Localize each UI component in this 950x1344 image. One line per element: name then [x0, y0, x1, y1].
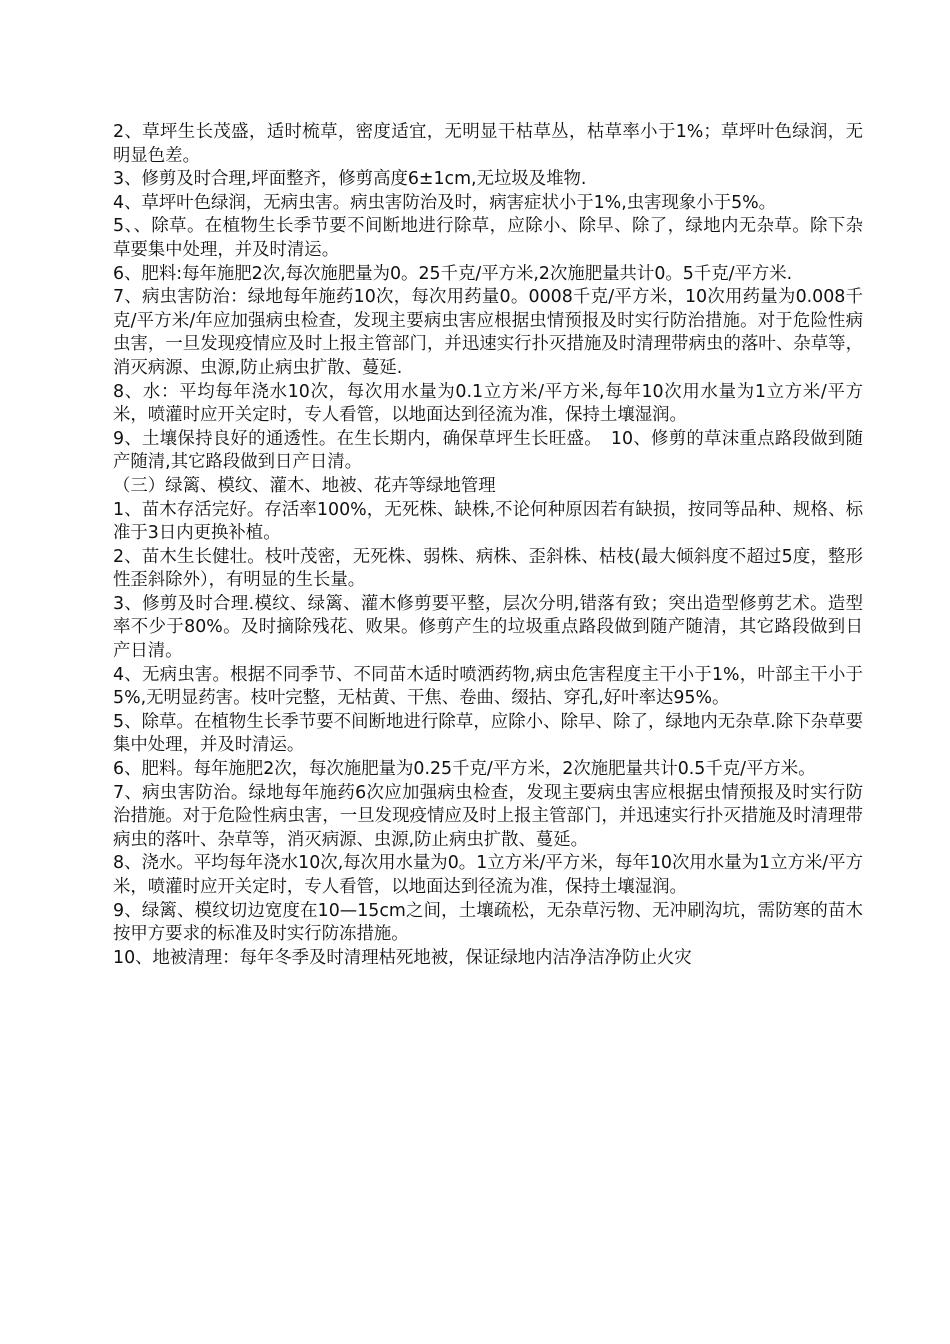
paragraph-shrub-2: 2、苗木生长健壮。枝叶茂密，无死株、弱株、病株、歪斜株、枯枝(最大倾斜度不超过5度，整形性歪斜除外），有明显的生长量。 [113, 546, 863, 591]
paragraph-shrub-9: 9、绿篱、模纹切边宽度在10—15cm之间，土壤疏松，无杂草污物、无冲刷沟坑，需防寒的苗木按甲方要求的标准及时实行防冻措施。 [113, 900, 863, 945]
paragraph-shrub-10: 10、地被清理：每年冬季及时清理枯死地被，保证绿地内洁净洁净防止火灾 [113, 947, 692, 968]
section-heading-3: （三）绿篱、模纹、灌木、地被、花卉等绿地管理 [113, 475, 496, 496]
paragraph-lawn-9-10: 9、土壤保持良好的通透性。在生长期内，确保草坪生长旺盛。 10、修剪的草沫重点路段做到随产随清,其它路段做到日产日清。 [113, 428, 863, 473]
paragraph-lawn-7: 7、病虫害防治：绿地每年施药10次，每次用药量0。0008千克/平方米，10次用药量为0.008千克/平方米/年应加强病虫检查，发现主要病虫害应根据虫情预报及时实行防治措施。对于危险性病虫害，一旦发现疫情应及时上报主管部门，并迅速实行扑灭措施及时清理带病虫的落叶、杂草等，消灭病源、虫源,防止病虫扩散、蔓延. [113, 287, 863, 378]
paragraph-shrub-7: 7、病虫害防治。绿地每年施药6次应加强病虫检查，发现主要病虫害应根据虫情预报及时实行防治措施。对于危险性病虫害，一旦发现疫情应及时上报主管部门，并迅速实行扑灭措施及时清理带病虫的落叶、杂草等，消灭病源、虫源,防止病虫扩散、蔓延。 [113, 782, 863, 850]
paragraph-lawn-3: 3、修剪及时合理,坪面整齐，修剪高度6±1cm,无垃圾及堆物. [113, 169, 587, 190]
document-body [113, 121, 863, 970]
paragraph-shrub-1: 1、苗木存活完好。存活率100%，无死株、缺株,不论何种原因若有缺损，按同等品种、规格、标准于3日内更换补植。 [113, 499, 863, 544]
paragraph-lawn-6: 6、肥料:每年施肥2次,每次施肥量为0。25千克/平方米,2次施肥量共计0。5千克/平方米. [113, 263, 793, 284]
paragraph-shrub-4: 4、无病虫害。根据不同季节、不同苗木适时喷洒药物,病虫危害程度主干小于1%，叶部主干小于5%,无明显药害。枝叶完整，无枯黄、干焦、卷曲、缀拈、穿孔,好叶率达95%。 [113, 664, 863, 709]
paragraph-lawn-5: 5、、除草。在植物生长季节要不间断地进行除草，应除小、除早、除了，绿地内无杂草。除下杂草要集中处理，并及时清运。 [113, 216, 863, 260]
paragraph-lawn-4: 4、草坪叶色绿润，无病虫害。病虫害防治及时，病害症状小于1%,虫害现象小于5%。 [113, 192, 777, 213]
paragraph-lawn-2: 2、草坪生长茂盛，适时梳草，密度适宜，无明显干枯草丛，枯草率小于1%；草坪叶色绿润，无明显色差。 [113, 122, 863, 166]
paragraph-shrub-5: 5、除草。在植物生长季节要不间断地进行除草，应除小、除早、除了，绿地内无杂草.除下杂草要集中处理，并及时清运。 [113, 711, 863, 756]
paragraph-shrub-8: 8、浇水。平均每年浇水10次,每次用水量为0。1立方米/平方米，每年10次用水量为1立方米/平方米，喷灌时应开关定时，专人看管，以地面达到径流为准，保持土壤湿润。 [113, 853, 863, 897]
paragraph-shrub-6: 6、肥料。每年施肥2次，每次施肥量为0.25千克/平方米，2次施肥量共计0.5千克/平方米。 [113, 759, 816, 780]
paragraph-shrub-3: 3、修剪及时合理.模纹、绿篱、灌木修剪要平整，层次分明,错落有致；突出造型修剪艺术。造型率不少于80%。及时摘除残花、败果。修剪产生的垃圾重点路段做到随产随清，其它路段做到日产日清。 [113, 593, 863, 662]
paragraph-lawn-8: 8、水：平均每年浇水10次，每次用水量为0.1立方米/平方米,每年10次用水量为1立方米/平方米，喷灌时应开关定时，专人看管，以地面达到径流为准，保持土壤湿润。 [113, 381, 863, 426]
